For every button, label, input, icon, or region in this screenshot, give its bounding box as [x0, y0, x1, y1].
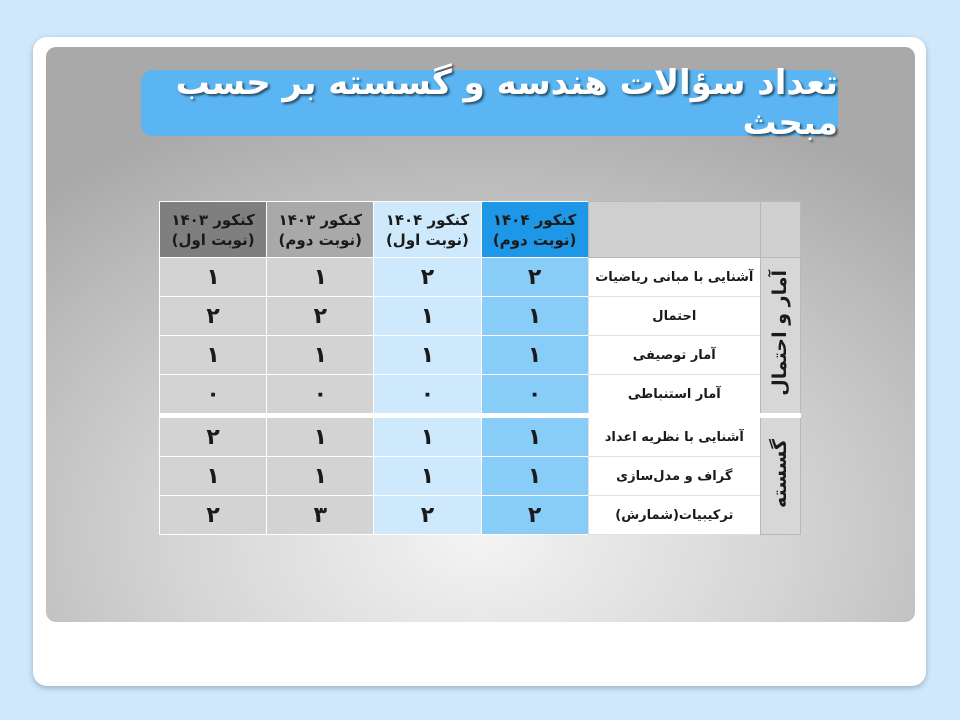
topic-cell: احتمال — [588, 297, 760, 336]
table-row — [160, 496, 801, 535]
value-cell: ۰ — [160, 375, 267, 416]
topic-cell: آمار استنباطی — [588, 375, 760, 416]
header-label-line2: (نوبت دوم) — [492, 230, 577, 249]
value-cell: ۱ — [267, 416, 374, 457]
table-row — [160, 457, 801, 496]
value-cell: ۲ — [374, 496, 481, 535]
topic-cell: آمار توصیفی — [588, 336, 760, 375]
value-cell: ۰ — [374, 375, 481, 416]
header-row — [160, 202, 801, 258]
header-1404-second — [481, 202, 588, 258]
value-cell: ۰ — [481, 375, 588, 416]
value-cell: ۱ — [160, 457, 267, 496]
header-corner-cell — [760, 202, 800, 258]
header-label-line1: کنکور ۱۴۰۳ — [278, 210, 363, 229]
header-label-line2: (نوبت اول) — [171, 230, 255, 249]
value-cell: ۰ — [267, 375, 374, 416]
table-row — [160, 416, 801, 457]
value-cell: ۱ — [374, 297, 481, 336]
value-cell: ۲ — [160, 297, 267, 336]
value-cell: ۲ — [481, 258, 588, 297]
value-cell: ۲ — [481, 496, 588, 535]
value-cell: ۲ — [374, 258, 481, 297]
table-row — [160, 258, 801, 297]
group-label-statistics — [760, 258, 800, 416]
topic-cell: آشنایی با مبانی ریاضیات — [588, 258, 760, 297]
value-cell: ۲ — [160, 416, 267, 457]
value-cell: ۲ — [160, 496, 267, 535]
group-label-text: آمار و احتمال — [769, 270, 792, 396]
value-cell: ۱ — [481, 457, 588, 496]
table-row — [160, 297, 801, 336]
topic-cell: آشنایی با نظریه اعداد — [588, 416, 760, 457]
value-cell: ۱ — [481, 297, 588, 336]
title-banner — [141, 63, 838, 143]
value-cell: ۲ — [267, 297, 374, 336]
header-label-line1: کنکور ۱۴۰۳ — [171, 210, 255, 229]
value-cell: ۱ — [267, 336, 374, 375]
topic-cell: ترکیبیات(شمارش) — [588, 496, 760, 535]
header-topic-cell — [588, 202, 760, 258]
questions-table — [159, 201, 801, 535]
table-row — [160, 375, 801, 416]
value-cell: ۱ — [267, 457, 374, 496]
value-cell: ۳ — [267, 496, 374, 535]
value-cell: ۱ — [160, 336, 267, 375]
header-1403-second — [267, 202, 374, 258]
header-label-line2: (نوبت دوم) — [278, 230, 363, 249]
value-cell: ۱ — [481, 416, 588, 457]
header-1403-first — [160, 202, 267, 258]
page-title: تعداد سؤالات هندسه و گسسته بر حسب مبحث — [175, 63, 838, 143]
value-cell: ۱ — [267, 258, 374, 297]
value-cell: ۱ — [374, 336, 481, 375]
header-label-line1: کنکور ۱۴۰۴ — [492, 210, 577, 229]
value-cell: ۱ — [374, 416, 481, 457]
header-1404-first — [374, 202, 481, 258]
value-cell: ۱ — [374, 457, 481, 496]
table-row — [160, 336, 801, 375]
value-cell: ۱ — [481, 336, 588, 375]
header-label-line1: کنکور ۱۴۰۴ — [385, 210, 470, 229]
header-label-line2: (نوبت اول) — [385, 230, 469, 249]
group-label-discrete — [760, 416, 800, 535]
group-label-text: گسسته — [769, 439, 792, 508]
value-cell: ۱ — [160, 258, 267, 297]
topic-cell: گراف و مدل‌سازی — [588, 457, 760, 496]
